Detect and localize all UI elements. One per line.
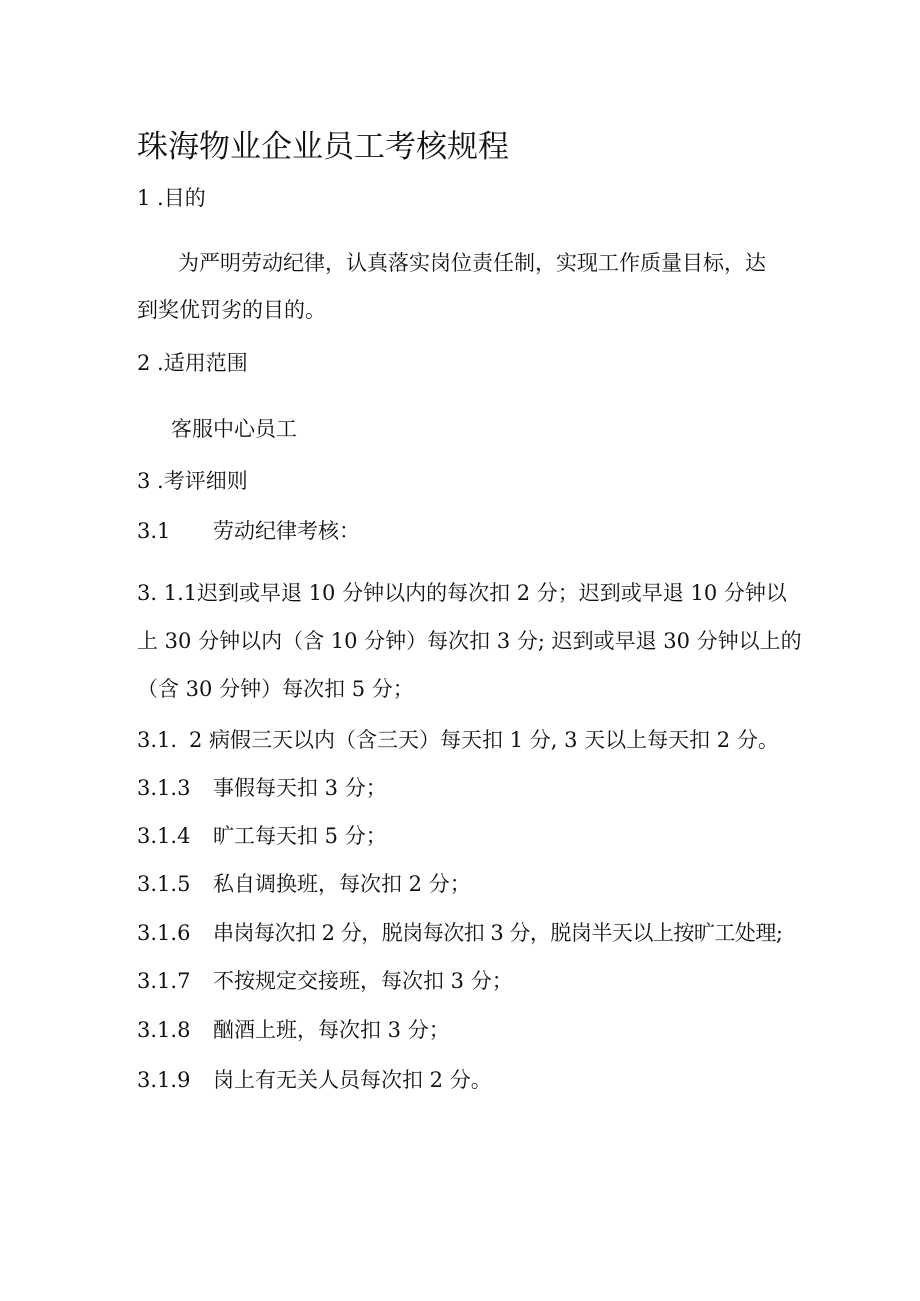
item-number: 3.1.6 <box>137 921 191 945</box>
item-text: 串岗每次扣 2 分，脱岗每次扣 3 分，脱岗半天以上按旷工处理; <box>213 921 783 945</box>
item-3-1-1-line-2: 上 30 分钟以内（含 10 分钟）每次扣 3 分; 迟到或早退 30 分钟以上的 <box>137 629 802 653</box>
subsection-number: 3.1 <box>137 519 171 543</box>
subsection-3-1 <box>137 517 360 545</box>
list-item <box>137 919 783 947</box>
item-text: 旷工每天扣 5 分； <box>213 824 387 848</box>
list-item <box>137 870 471 898</box>
subsection-text: 劳动纪律考核： <box>213 519 360 543</box>
list-item <box>137 822 387 850</box>
list-item <box>137 1066 492 1094</box>
item-number: 3.1. <box>137 728 178 752</box>
section-1-paragraph-line-2: 到奖优罚劣的目的。 <box>137 298 326 322</box>
item-number: 3.1.5 <box>137 872 191 896</box>
document-title: 珠海物业企业员工考核规程 <box>137 129 509 165</box>
item-number: 3.1.9 <box>137 1068 191 1092</box>
item-text: 2 病假三天以内（含三天）每天扣 1 分, 3 天以上每天扣 2 分。 <box>189 728 779 752</box>
item-number: 3.1.4 <box>137 824 191 848</box>
item-3-1-1-line-1 <box>137 579 787 607</box>
item-3-1-2 <box>137 726 779 754</box>
item-text: 岗上有无关人员每次扣 2 分。 <box>213 1068 492 1092</box>
item-number: 3.1.3 <box>137 776 191 800</box>
section-1-paragraph-line-1: 为严明劳动纪律，认真落实岗位责任制，实现工作质量目标，达 <box>178 251 766 275</box>
item-text: 酗酒上班，每次扣 3 分； <box>213 1018 450 1042</box>
section-3-heading: 3 .考评细则 <box>137 469 248 493</box>
item-number: 3. 1.1 <box>137 581 198 605</box>
item-text: 事假每天扣 3 分； <box>213 776 387 800</box>
item-text: 迟到或早退 10 分钟以内的每次扣 2 分；迟到或早退 10 分钟以 <box>197 581 787 605</box>
list-item <box>137 967 513 995</box>
section-2-body: 客服中心员工 <box>171 417 297 441</box>
list-item <box>137 774 387 802</box>
item-3-1-1-line-3: （含 30 分钟）每次扣 5 分； <box>137 677 414 701</box>
item-number: 3.1.8 <box>137 1018 191 1042</box>
section-1-heading: 1 .目的 <box>137 186 206 210</box>
item-number: 3.1.7 <box>137 969 191 993</box>
item-text: 私自调换班，每次扣 2 分； <box>213 872 471 896</box>
section-2-heading: 2 .适用范围 <box>137 351 248 375</box>
list-item <box>137 1016 450 1044</box>
item-text: 不按规定交接班，每次扣 3 分； <box>213 969 513 993</box>
